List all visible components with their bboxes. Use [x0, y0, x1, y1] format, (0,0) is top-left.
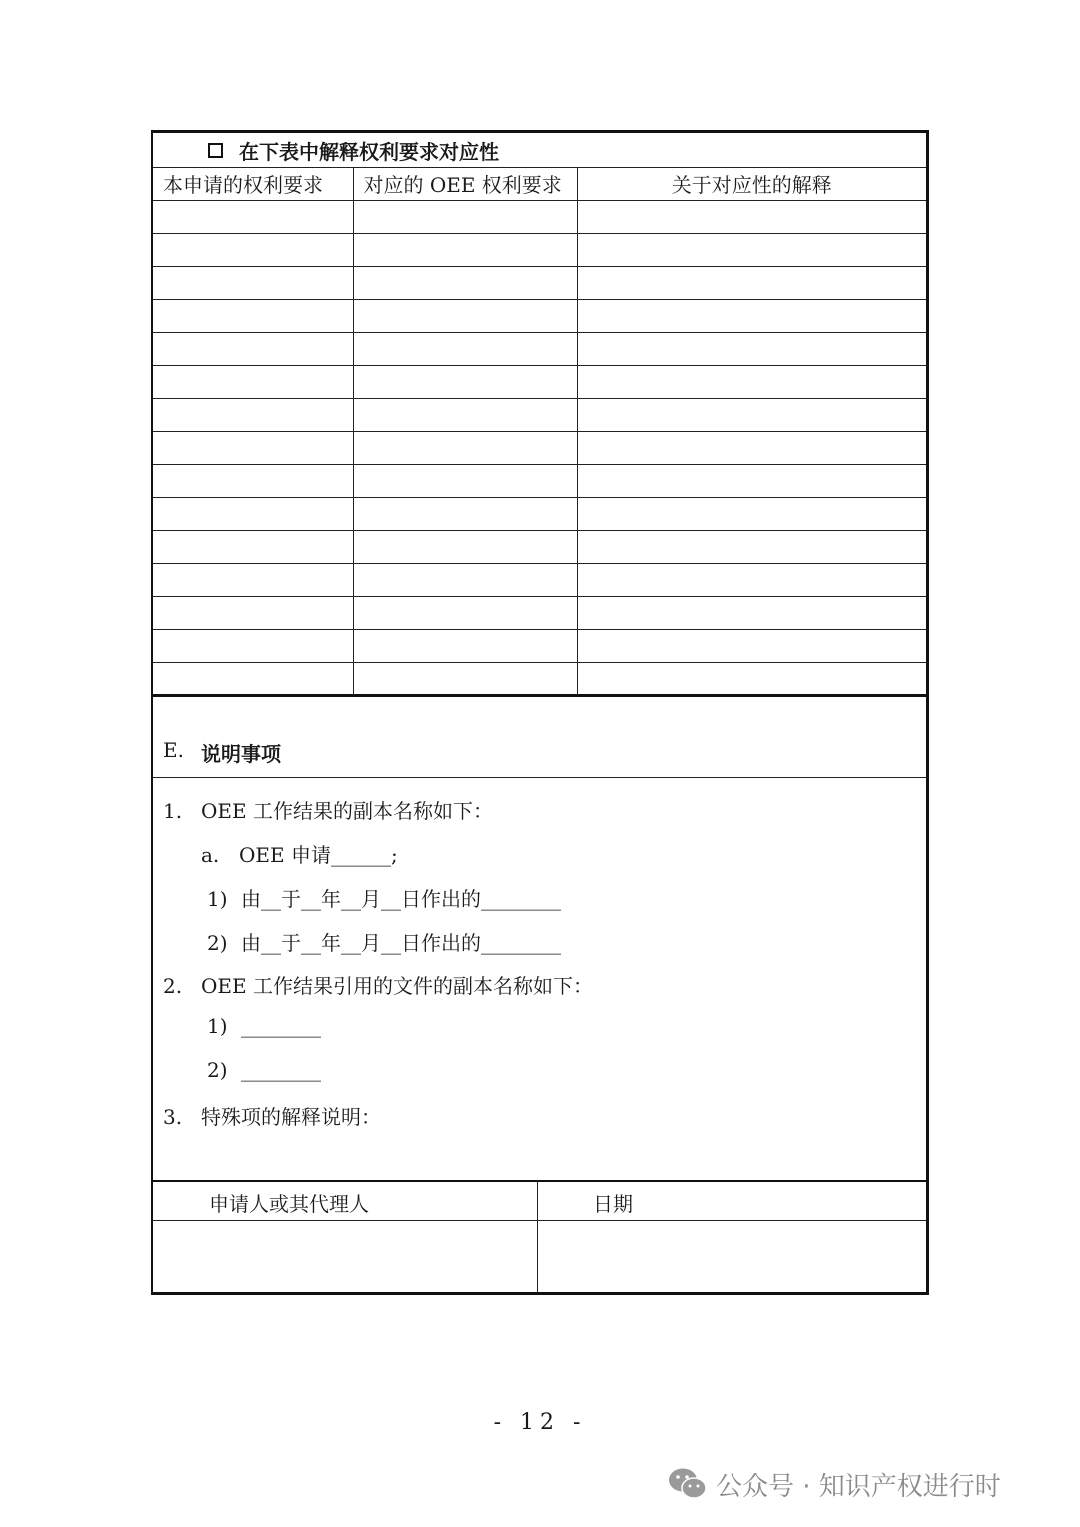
table-row: [153, 596, 926, 629]
note-item-2-1-text: ________: [241, 1014, 321, 1038]
oee-claim-cell[interactable]: [353, 299, 577, 332]
table-header-row: [153, 167, 926, 200]
table-row: [153, 431, 926, 464]
header-applicant-claims: 本申请的权利要求: [153, 167, 353, 200]
applicant-claim-cell[interactable]: [153, 365, 353, 398]
applicant-claim-cell[interactable]: [153, 662, 353, 695]
oee-claim-cell[interactable]: [353, 662, 577, 695]
explanation-cell[interactable]: [577, 365, 926, 398]
correspondence-option-row: [153, 133, 926, 168]
claims-correspondence-table: [153, 167, 926, 697]
explanation-cell[interactable]: [577, 596, 926, 629]
explanation-cell[interactable]: [577, 431, 926, 464]
header-oee-claims: 对应的 OEE 权利要求: [353, 167, 577, 200]
header-explanation: 关于对应性的解释: [577, 167, 926, 200]
table-row: [153, 530, 926, 563]
explanation-cell[interactable]: [577, 332, 926, 365]
note-item-2-2: 2) ________: [207, 1058, 321, 1082]
oee-claim-cell[interactable]: [353, 563, 577, 596]
oee-claim-cell[interactable]: [353, 431, 577, 464]
signature-divider: [537, 1180, 538, 1220]
note-item-1a-2-text: 由__于__年__月__日作出的________: [241, 931, 561, 955]
watermark-text: 公众号 · 知识产权进行时: [716, 1471, 1001, 1502]
note-item-1-text: OEE 工作结果的副本名称如下：: [201, 799, 493, 823]
correspondence-checkbox-label: 在下表中解释权利要求对应性: [239, 139, 499, 164]
table-row: [153, 299, 926, 332]
oee-claim-cell[interactable]: [353, 464, 577, 497]
table-row: [153, 200, 926, 233]
table-row: [153, 233, 926, 266]
section-e-letter: E.: [163, 738, 184, 762]
note-item-1a-1: 1) 由__于__年__月__日作出的________: [207, 887, 561, 911]
oee-claim-cell[interactable]: [353, 629, 577, 662]
explanation-cell[interactable]: [577, 233, 926, 266]
applicant-claim-cell[interactable]: [153, 233, 353, 266]
applicant-claim-cell[interactable]: [153, 629, 353, 662]
oee-claim-cell[interactable]: [353, 497, 577, 530]
note-item-1a-text: OEE 申请______;: [239, 843, 398, 867]
applicant-claim-cell[interactable]: [153, 431, 353, 464]
applicant-label: 申请人或其代理人: [209, 1192, 369, 1216]
applicant-claim-cell[interactable]: [153, 497, 353, 530]
applicant-claim-cell[interactable]: [153, 299, 353, 332]
oee-claim-cell[interactable]: [353, 365, 577, 398]
applicant-claim-cell[interactable]: [153, 332, 353, 365]
date-label: 日期: [593, 1192, 633, 1216]
oee-claim-cell[interactable]: [353, 200, 577, 233]
oee-claim-cell[interactable]: [353, 398, 577, 431]
explanation-cell[interactable]: [577, 266, 926, 299]
oee-claim-cell[interactable]: [353, 596, 577, 629]
explanation-cell[interactable]: [577, 563, 926, 596]
applicant-claim-cell[interactable]: [153, 398, 353, 431]
table-row: [153, 365, 926, 398]
correspondence-checkbox[interactable]: [208, 143, 223, 158]
explanation-cell[interactable]: [577, 662, 926, 695]
application-form: [151, 130, 929, 1295]
explanation-cell[interactable]: [577, 497, 926, 530]
note-item-3-text: 特殊项的解释说明：: [201, 1105, 381, 1129]
applicant-claim-cell[interactable]: [153, 266, 353, 299]
signature-fields-row: [153, 1221, 926, 1292]
signature-header-row: [153, 1180, 926, 1221]
explanation-cell[interactable]: [577, 200, 926, 233]
applicant-claim-cell[interactable]: [153, 530, 353, 563]
section-e-header: [153, 720, 926, 778]
oee-claim-cell[interactable]: [353, 266, 577, 299]
watermark: [668, 1462, 1001, 1506]
table-row: [153, 398, 926, 431]
section-e-title: 说明事项: [201, 742, 281, 766]
table-row: [153, 332, 926, 365]
oee-claim-cell[interactable]: [353, 233, 577, 266]
table-row: [153, 266, 926, 299]
applicant-claim-cell[interactable]: [153, 563, 353, 596]
oee-claim-cell[interactable]: [353, 530, 577, 563]
note-item-3: 3. 特殊项的解释说明：: [163, 1105, 381, 1129]
note-item-1a: a. OEE 申请______;: [201, 843, 398, 867]
table-row: [153, 464, 926, 497]
explanation-cell[interactable]: [577, 629, 926, 662]
table-row: [153, 629, 926, 662]
applicant-claim-cell[interactable]: [153, 464, 353, 497]
notes-area: [153, 777, 926, 1182]
note-item-1a-1-text: 由__于__年__月__日作出的________: [241, 887, 561, 911]
page-number: - 12 -: [493, 1410, 587, 1435]
explanation-cell[interactable]: [577, 299, 926, 332]
applicant-claim-cell[interactable]: [153, 200, 353, 233]
oee-claim-cell[interactable]: [353, 332, 577, 365]
table-row: [153, 563, 926, 596]
applicant-claim-cell[interactable]: [153, 596, 353, 629]
note-item-2-1: 1) ________: [207, 1014, 321, 1038]
signature-field-divider: [537, 1221, 538, 1292]
note-item-1a-2: 2) 由__于__年__月__日作出的________: [207, 931, 561, 955]
table-row: [153, 497, 926, 530]
explanation-cell[interactable]: [577, 530, 926, 563]
note-item-2-2-text: ________: [241, 1058, 321, 1082]
note-item-2-text: OEE 工作结果引用的文件的副本名称如下：: [201, 974, 593, 998]
note-item-2: 2. OEE 工作结果引用的文件的副本名称如下：: [163, 974, 593, 998]
explanation-cell[interactable]: [577, 464, 926, 497]
explanation-cell[interactable]: [577, 398, 926, 431]
table-row: [153, 662, 926, 695]
note-item-1: 1. OEE 工作结果的副本名称如下：: [163, 799, 493, 823]
wechat-icon: [668, 1466, 708, 1502]
